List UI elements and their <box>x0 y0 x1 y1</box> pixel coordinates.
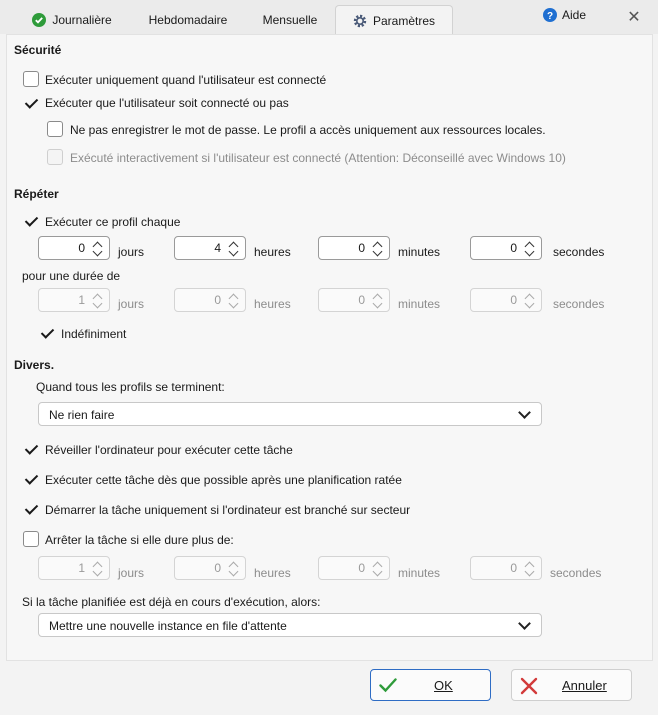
unit-minutes: minutes <box>398 297 441 311</box>
unit-seconds: secondes <box>550 566 602 580</box>
interactive-label: Exécuté interactivement si l'utilisateur est connecté (Attention: Déconseillé avec Windows 10) <box>70 151 566 165</box>
misc-title: Divers. <box>14 358 55 372</box>
spinner-arrows-icon[interactable] <box>92 558 104 578</box>
unit-minutes: minutes <box>398 245 441 259</box>
spinner-value: 0 <box>510 293 517 307</box>
repeat-title: Répéter <box>14 187 59 201</box>
logged-on-only-label: Exécuter uniquement quand l'utilisateur est connecté <box>45 73 327 87</box>
already-running-label: Si la tâche planifiée est déjà en cours d'exécution, alors: <box>22 595 321 609</box>
duration-days-spinner[interactable] <box>38 288 110 312</box>
spinner-value: 0 <box>78 241 85 255</box>
svg-text:?: ? <box>546 11 554 22</box>
ac-power-checkbox[interactable] <box>23 501 39 517</box>
select-value: Mettre une nouvelle instance en file d'attente <box>49 619 287 633</box>
spinner-arrows-icon[interactable] <box>92 238 104 258</box>
cancel-label: Annuler <box>562 678 607 693</box>
spinner-value: 4 <box>214 241 221 255</box>
spinner-arrows-icon[interactable] <box>372 238 384 258</box>
run-any-label: Exécuter que l'utilisateur soit connecté ou pas <box>45 96 289 110</box>
every-days-spinner[interactable] <box>38 236 110 260</box>
unit-days: jours <box>118 566 145 580</box>
stop-hours-spinner[interactable] <box>174 556 246 580</box>
cancel-button[interactable] <box>511 669 632 701</box>
duration-minutes-spinner[interactable] <box>318 288 390 312</box>
spinner-arrows-icon[interactable] <box>372 290 384 310</box>
spinner-value: 1 <box>78 561 85 575</box>
indefinitely-checkbox[interactable] <box>39 325 55 341</box>
tab-bar <box>0 0 658 34</box>
stop-days-spinner[interactable] <box>38 556 110 580</box>
every-seconds-spinner[interactable] <box>470 236 542 260</box>
spinner-arrows-icon[interactable] <box>228 290 240 310</box>
spinner-value: 0 <box>510 241 517 255</box>
spinner-value: 1 <box>78 293 85 307</box>
cancel-x-icon <box>520 677 538 695</box>
when-done-label: Quand tous les profils se terminent: <box>36 380 225 394</box>
unit-minutes: minutes <box>398 566 441 580</box>
spinner-arrows-icon[interactable] <box>228 558 240 578</box>
run-any-checkbox[interactable] <box>23 95 39 111</box>
select-value: Ne rien faire <box>49 408 115 422</box>
chevron-down-icon <box>518 617 531 630</box>
interactive-checkbox[interactable] <box>47 149 63 165</box>
missed-run-checkbox[interactable] <box>23 471 39 487</box>
duration-hours-spinner[interactable] <box>174 288 246 312</box>
ac-power-label: Démarrer la tâche uniquement si l'ordinateur est branché sur secteur <box>45 503 411 517</box>
spinner-value: 0 <box>358 561 365 575</box>
unit-days: jours <box>118 245 145 259</box>
unit-hours: heures <box>254 245 291 259</box>
wake-checkbox[interactable] <box>23 441 39 457</box>
indefinitely-label: Indéfiniment <box>61 327 127 341</box>
repeat-every-label: Exécuter ce profil chaque <box>45 215 181 229</box>
checkmark-icon <box>379 677 397 693</box>
tab-label: Journalière <box>52 12 112 27</box>
spinner-arrows-icon[interactable] <box>372 558 384 578</box>
stop-minutes-spinner[interactable] <box>318 556 390 580</box>
spinner-value: 0 <box>214 561 221 575</box>
tab-monthly[interactable] <box>250 5 330 34</box>
tab-settings[interactable] <box>335 5 453 35</box>
spinner-arrows-icon[interactable] <box>524 290 536 310</box>
help-button[interactable] <box>543 8 586 22</box>
spinner-arrows-icon[interactable] <box>524 238 536 258</box>
no-password-checkbox[interactable] <box>47 121 63 137</box>
logged-on-only-checkbox[interactable] <box>23 71 39 87</box>
stop-after-label: Arrêter la tâche si elle dure plus de: <box>45 533 234 547</box>
ok-button[interactable] <box>370 669 491 701</box>
no-password-label: Ne pas enregistrer le mot de passe. Le profil a accès uniquement aux ressources locales. <box>70 123 546 137</box>
spinner-arrows-icon[interactable] <box>524 558 536 578</box>
unit-hours: heures <box>254 297 291 311</box>
repeat-every-checkbox[interactable] <box>23 213 39 229</box>
spinner-arrows-icon[interactable] <box>228 238 240 258</box>
unit-seconds: secondes <box>553 297 605 311</box>
when-done-select[interactable] <box>38 402 542 426</box>
stop-after-checkbox[interactable] <box>23 531 39 547</box>
ok-label: OK <box>434 678 453 693</box>
duration-seconds-spinner[interactable] <box>470 288 542 312</box>
chevron-down-icon <box>518 406 531 419</box>
spinner-value: 0 <box>214 293 221 307</box>
tab-weekly[interactable] <box>138 5 238 34</box>
already-running-select[interactable] <box>38 613 542 637</box>
tab-label: Mensuelle <box>262 12 318 27</box>
gear-icon <box>353 14 367 28</box>
help-label: Aide <box>562 8 587 22</box>
check-circle-icon <box>32 13 46 27</box>
wake-label: Réveiller l'ordinateur pour exécuter cette tâche <box>45 443 293 457</box>
spinner-arrows-icon[interactable] <box>92 290 104 310</box>
tab-label: Hebdomadaire <box>148 12 228 27</box>
tab-daily[interactable] <box>18 5 126 34</box>
unit-hours: heures <box>254 566 291 580</box>
spinner-value: 0 <box>510 561 517 575</box>
close-icon[interactable]: ✕ <box>627 9 641 26</box>
unit-seconds: secondes <box>553 245 605 259</box>
help-icon <box>543 8 557 22</box>
stop-seconds-spinner[interactable] <box>470 556 542 580</box>
spinner-value: 0 <box>358 293 365 307</box>
duration-label: pour une durée de <box>22 269 121 283</box>
spinner-value: 0 <box>358 241 365 255</box>
security-title: Sécurité <box>14 43 62 57</box>
missed-run-label: Exécuter cette tâche dès que possible après une planification ratée <box>45 473 402 487</box>
unit-days: jours <box>118 297 145 311</box>
every-hours-spinner[interactable] <box>174 236 246 260</box>
every-minutes-spinner[interactable] <box>318 236 390 260</box>
tab-label: Paramètres <box>372 13 436 28</box>
